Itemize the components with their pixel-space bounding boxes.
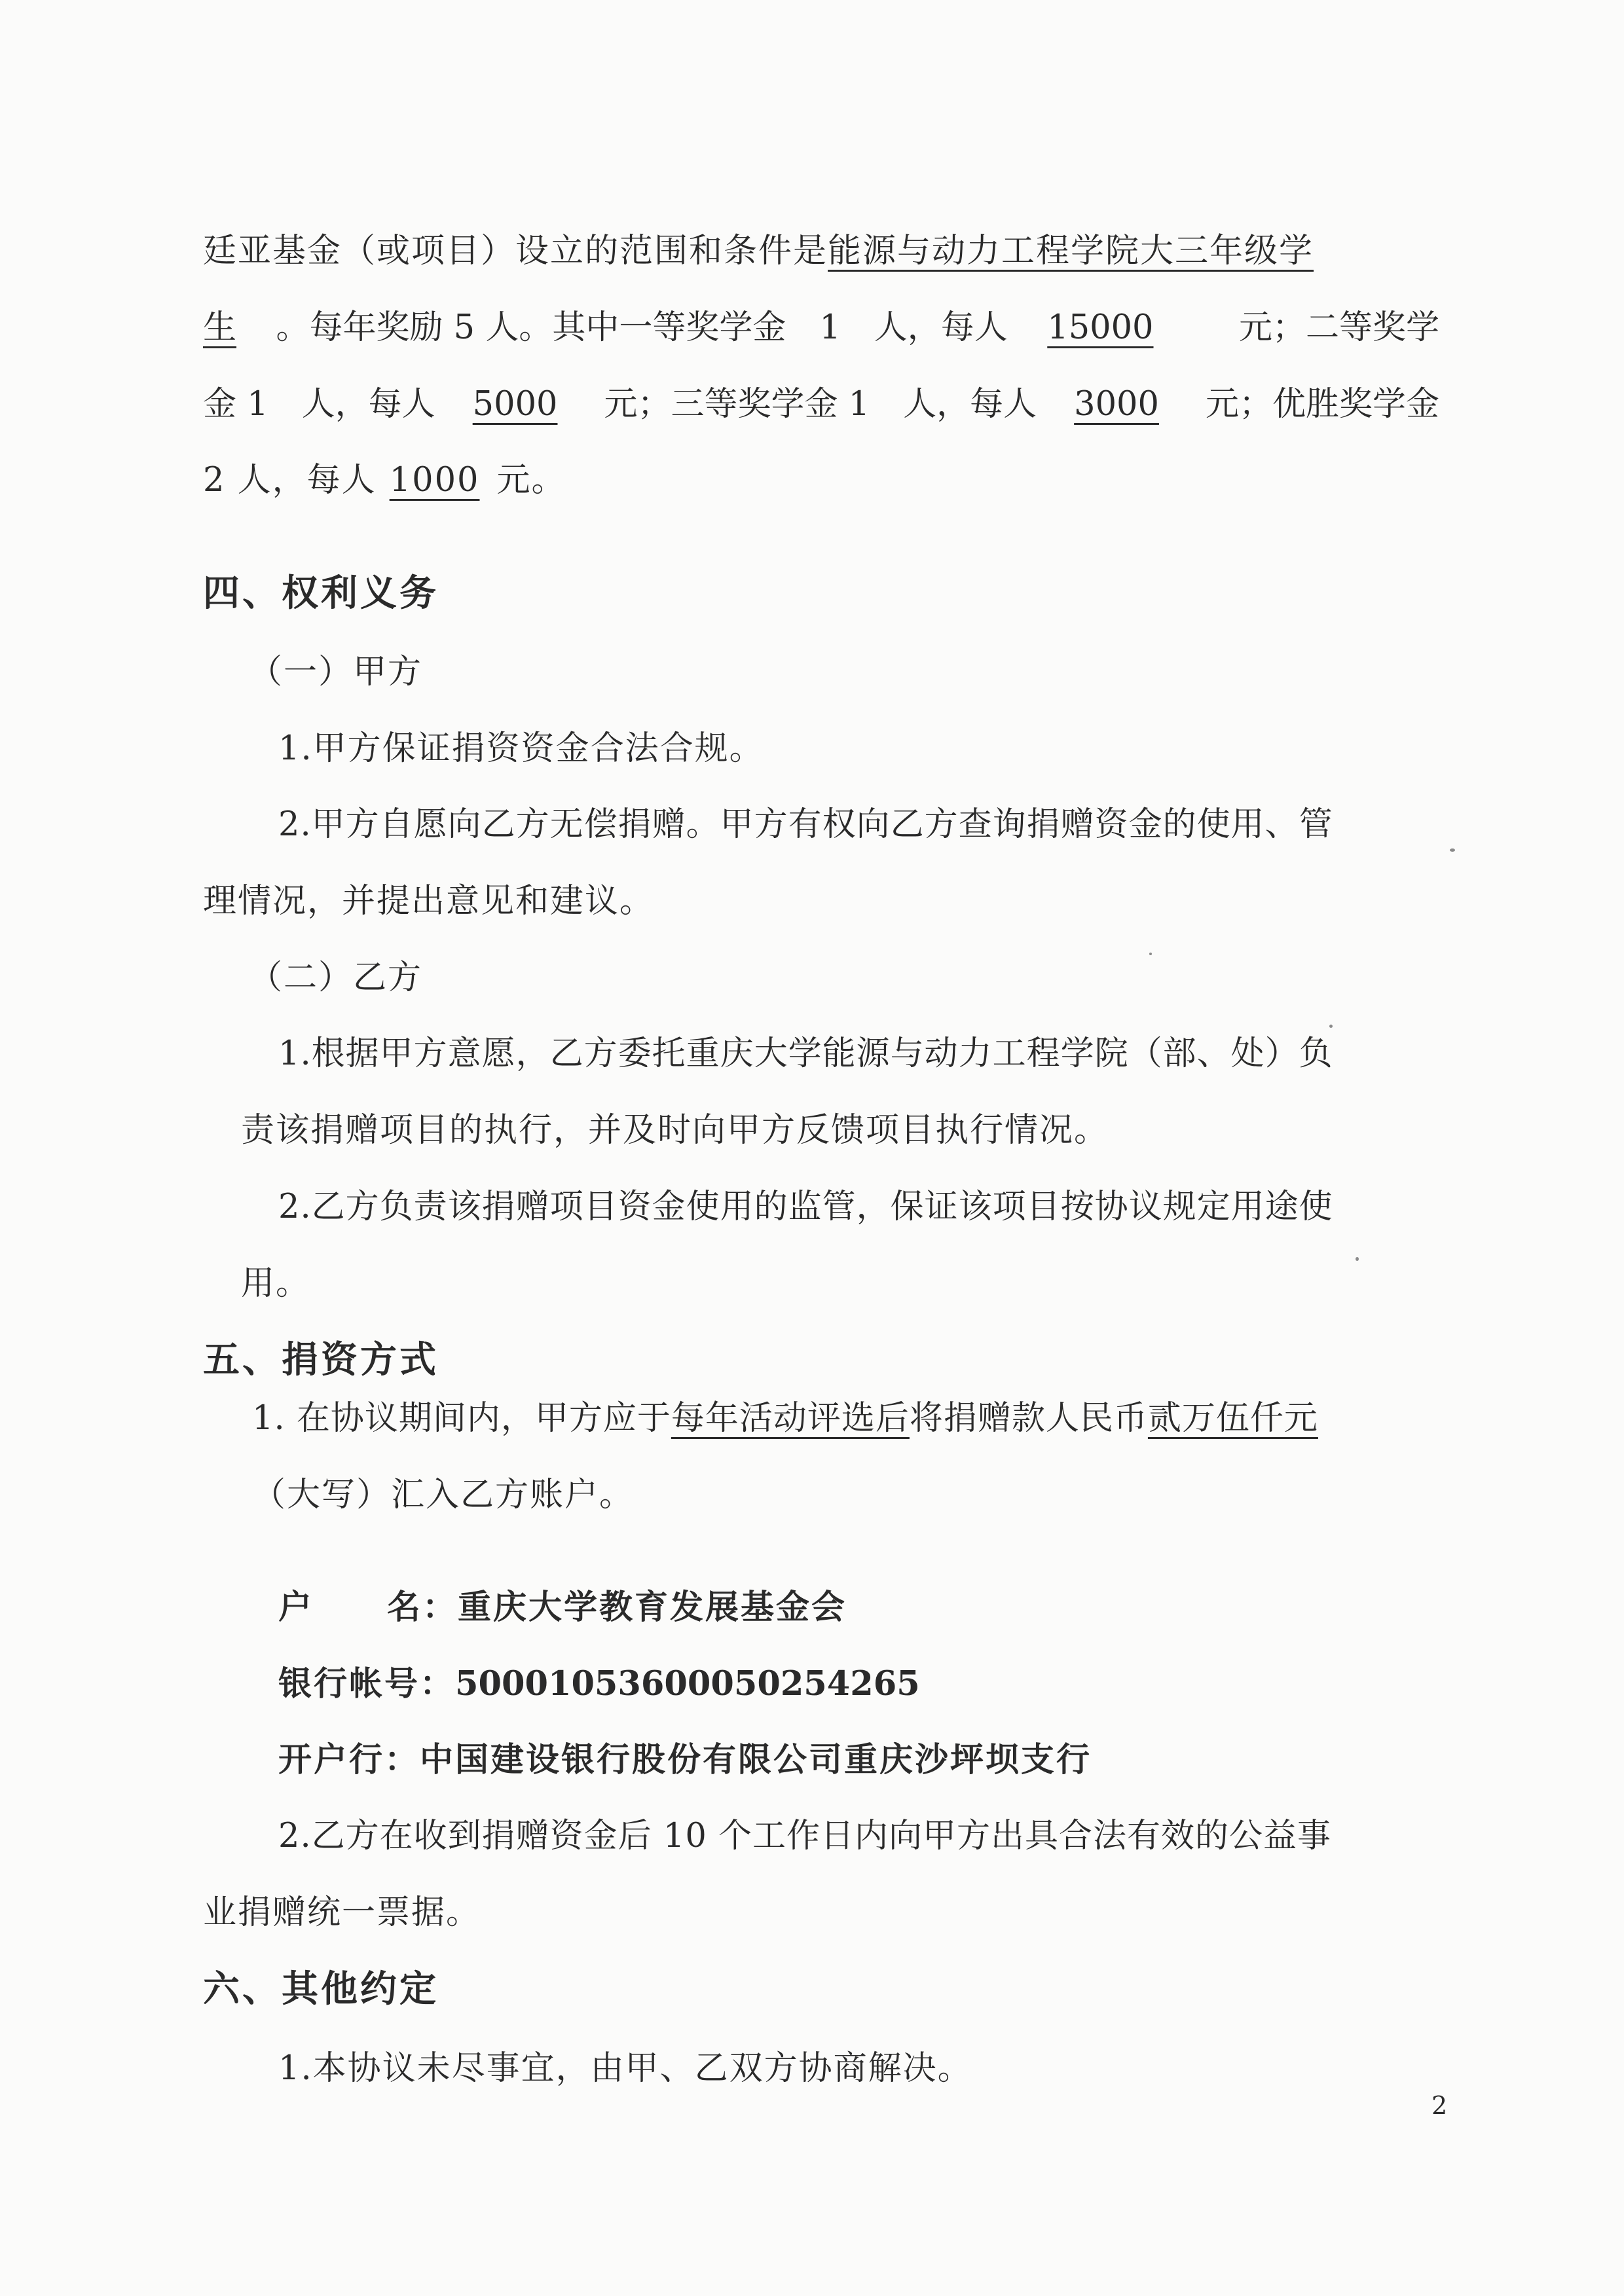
paragraph-line <box>203 307 1439 349</box>
account-number: 银行帐号：50001053600050254265 <box>278 1664 920 1704</box>
section-heading: 四、权利义务 <box>203 572 439 615</box>
clause: 理情况，并提出意见和建议。 <box>203 882 655 920</box>
clause: 2.乙方在收到捐赠资金后 10 个工作日内向甲方出具合法有效的公益事 <box>278 1817 1331 1855</box>
underlined-amount: 3000 <box>1074 385 1159 424</box>
paragraph-line <box>203 460 566 501</box>
text: 廷亚基金（或项目）设立的范围和条件是 <box>203 232 828 270</box>
scan-speck <box>1356 1257 1359 1261</box>
page-number: 2 <box>1431 2091 1448 2120</box>
clause: 2.甲方自愿向乙方无偿捐赠。甲方有权向乙方查询捐赠资金的使用、管 <box>278 805 1333 844</box>
clause: 用。 <box>241 1264 311 1303</box>
section-heading: 五、捐资方式 <box>203 1338 439 1381</box>
clause: （大写）汇入乙方账户。 <box>252 1476 635 1514</box>
paragraph-line <box>203 230 1314 272</box>
account-name: 户 名：重庆大学教育发展基金会 <box>278 1588 847 1627</box>
subsection-title: （二）乙方 <box>249 958 423 997</box>
underlined-amount: 5000 <box>472 385 558 424</box>
text: 元；二等奖学 <box>1238 308 1439 347</box>
section-heading: 六、其他约定 <box>203 1967 439 2011</box>
clause: 1.甲方保证捐资资金合法合规。 <box>278 729 764 768</box>
clause: 1.本协议未尽事宜，由甲、乙双方协商解决。 <box>278 2049 972 2088</box>
underlined-amount: 1000 <box>389 461 480 500</box>
underlined-field: 生 <box>203 308 237 347</box>
clause <box>252 1398 1318 1440</box>
scan-speck <box>1329 1025 1333 1028</box>
clause: 2.乙方负责该捐赠项目资金使用的监管，保证该项目按协议规定用途使 <box>278 1188 1333 1226</box>
underlined-field: 每年活动评选后 <box>671 1399 910 1438</box>
clause: 业捐赠统一票据。 <box>203 1893 481 1932</box>
underlined-amount: 15000 <box>1047 308 1154 347</box>
clause: 责该捐赠项目的执行，并及时向甲方反馈项目执行情况。 <box>241 1111 1109 1150</box>
text: 1. 在协议期间内，甲方应于 <box>252 1399 671 1438</box>
underlined-field: 能源与动力工程学院大三年级学 <box>828 232 1314 270</box>
underlined-field: 贰万伍仟元 <box>1147 1399 1318 1438</box>
scan-speck <box>1450 848 1455 852</box>
text: 2 人，每人 <box>203 461 377 500</box>
paragraph-line <box>203 384 1439 426</box>
text: 。每年奖励 5 人。其中一等奖学金 1 人，每人 <box>276 308 1008 347</box>
account-bank: 开户行：中国建设银行股份有限公司重庆沙坪坝支行 <box>278 1740 1092 1779</box>
text: 元；优胜奖学金 <box>1205 385 1439 424</box>
clause: 1.根据甲方意愿，乙方委托重庆大学能源与动力工程学院（部、处）负 <box>278 1034 1333 1073</box>
text: 元；三等奖学金 1 人，每人 <box>604 385 1037 424</box>
text: 元。 <box>496 461 566 500</box>
scan-speck <box>1149 953 1152 955</box>
subsection-title: （一）甲方 <box>249 653 423 691</box>
text: 将捐赠款人民币 <box>909 1399 1148 1438</box>
text: 金 1 人，每人 <box>203 385 435 424</box>
